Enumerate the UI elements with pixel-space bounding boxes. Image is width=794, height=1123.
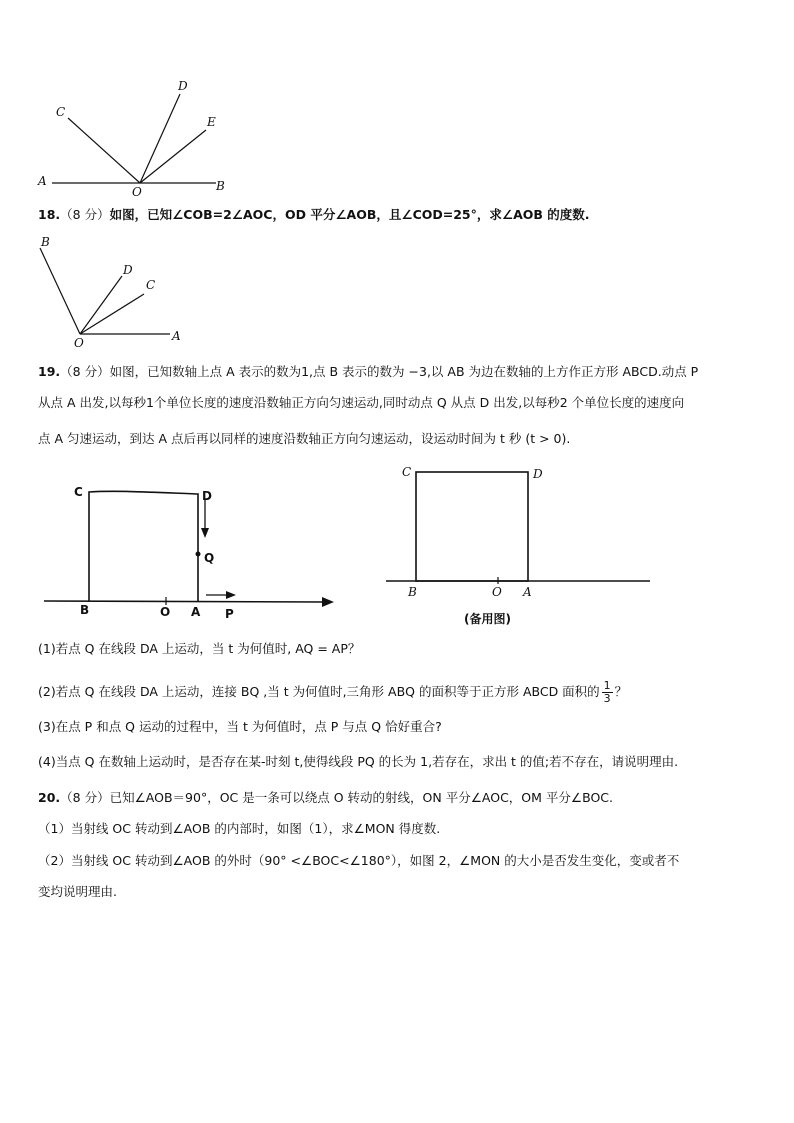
arrow-head-right: [226, 591, 236, 599]
question-19-sub-4: [38, 753, 678, 771]
ray-od: [80, 276, 122, 334]
figure-caption: (备用图): [464, 612, 511, 626]
figure-backup: [380, 456, 660, 631]
square-abcd: [416, 472, 528, 581]
question-text: 如图，已知∠COB=2∠AOC，OD 平分∠AOB，且∠COD=25°，求∠AOB 的度数.: [109, 207, 590, 222]
question-19-sub-1: [38, 640, 360, 658]
point-q: [196, 552, 201, 557]
label-d: D: [202, 489, 212, 503]
figure-angles-abcde: [30, 72, 250, 200]
ray-oe: [140, 130, 206, 183]
label-o: O: [160, 605, 171, 619]
label-a: A: [191, 605, 201, 619]
label-c: C: [146, 278, 156, 292]
sub-question-text: （2）当射线 OC 转动到∠AOB 的外时（90° <∠BOC<∠180°），如图 2，∠MON 的大小是否发生变化，变或者不: [38, 853, 680, 868]
sub-question-text: 变均说明理由.: [38, 884, 117, 899]
label-b: B: [80, 603, 90, 617]
label-d: D: [178, 79, 188, 93]
sub-question-text: (1)若点 Q 在线段 DA 上运动，当 t 为何值时, AQ = AP？: [38, 641, 361, 656]
question-text: 点 A 匀速运动，到达 A 点后再以同样的速度沿数轴正方向匀速运动，设运动时间为 t 秒 (t > 0).: [38, 431, 571, 446]
question-number: 20.: [38, 790, 61, 805]
sub-question-text: (3)在点 P 和点 Q 运动的过程中，当 t 为何值时，点 P 与点 Q 恰好重合?: [38, 719, 442, 734]
arrow-head-down: [201, 528, 209, 538]
question-19-sub-3: [38, 718, 442, 736]
label-b: B: [41, 235, 50, 249]
question-20-sub-1: [38, 820, 440, 838]
fraction-numerator: 1: [603, 679, 611, 692]
label-b: B: [408, 585, 417, 599]
label-c: C: [402, 465, 412, 479]
label-a: A: [38, 174, 47, 188]
label-a: A: [172, 329, 181, 343]
question-20-sub-2-line-1: [38, 852, 679, 870]
question-text: 从点 A 出发,以每秒1个单位长度的速度沿数轴正方向匀速运动,同时动点 Q 从点 D 出发,以每秒2 个单位长度的速度向: [38, 395, 685, 410]
fraction-one-third: [602, 680, 613, 705]
question-20: [38, 789, 613, 807]
question-number: 18.: [38, 207, 61, 222]
figure-square-moving-points: [38, 478, 338, 628]
label-q: Q: [204, 551, 215, 565]
label-o: O: [74, 336, 84, 347]
ray-od: [140, 94, 180, 183]
fraction-denominator: 3: [603, 692, 611, 705]
label-a: A: [523, 585, 532, 599]
ray-oc: [80, 294, 144, 334]
label-d: D: [123, 263, 133, 277]
square-abcd: [89, 491, 198, 601]
question-19-line-2: [38, 394, 684, 412]
question-18: [38, 206, 590, 224]
label-c: C: [74, 485, 83, 499]
label-e: E: [207, 115, 216, 129]
sub-question-text: (4)当点 Q 在数轴上运动时，是否存在某-时刻 t,使得线段 PQ 的长为 1,若存在，求出 t 的值;若不存在，请说明理由.: [38, 754, 679, 769]
question-19-line-1: [38, 363, 698, 381]
ray-oc: [68, 118, 140, 183]
question-score: （8 分）: [60, 790, 110, 805]
question-19-sub-2: [38, 680, 627, 705]
label-b: B: [216, 179, 225, 193]
axis-arrow: [322, 597, 334, 607]
sub-question-mark: ？: [614, 684, 628, 699]
question-text: 已知∠AOB＝90°，OC 是一条可以绕点 O 转动的射线，ON 平分∠AOC，OM 平分∠BOC.: [109, 790, 613, 805]
question-score: （8 分）: [60, 207, 110, 222]
figure-angles-abcd: [30, 232, 200, 347]
question-20-sub-2-line-2: [38, 883, 117, 901]
sub-question-text: （1）当射线 OC 转动到∠AOB 的内部时，如图（1），求∠MON 得度数.: [38, 821, 441, 836]
question-19-line-3: [38, 430, 570, 448]
label-o: O: [132, 185, 142, 199]
label-d: D: [533, 467, 543, 481]
sub-question-text: (2)若点 Q 在线段 DA 上运动，连接 BQ ,当 t 为何值时,三角形 ABQ 的面积等于正方形 ABCD 面积的: [38, 684, 600, 699]
question-text: 如图，已知数轴上点 A 表示的数为1,点 B 表示的数为 −3,以 AB 为边在数轴的上方作正方形 ABCD.动点 P: [109, 364, 699, 379]
question-score: （8 分）: [60, 364, 110, 379]
question-number: 19.: [38, 364, 61, 379]
label-c: C: [56, 105, 66, 119]
label-p: P: [225, 607, 234, 621]
label-o: O: [492, 585, 502, 599]
ray-ob: [40, 248, 80, 334]
number-axis: [44, 601, 324, 602]
